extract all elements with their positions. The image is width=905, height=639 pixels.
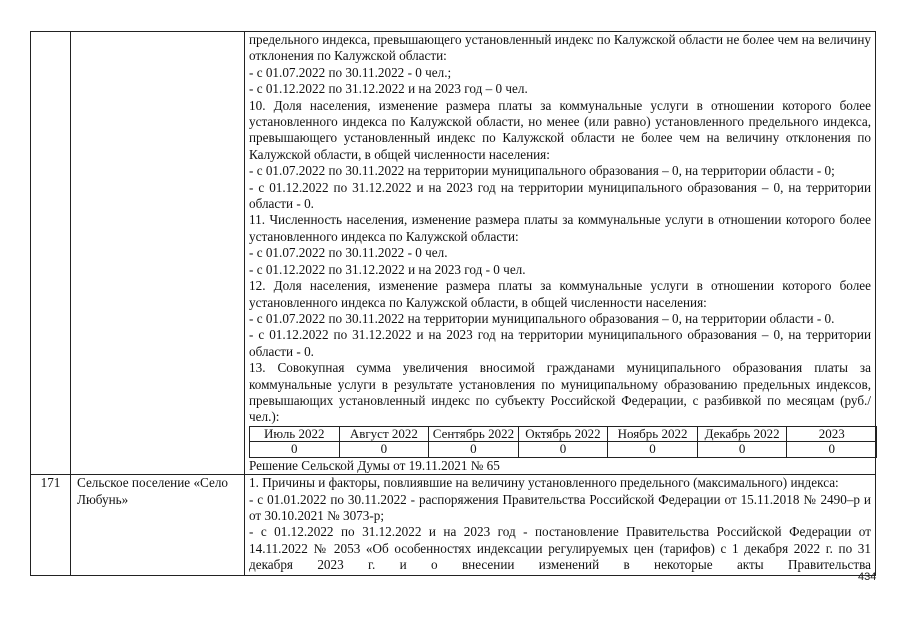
decision-reference: Решение Сельской Думы от 19.11.2021 № 65 [249,457,500,473]
name-cell [71,32,245,475]
number-cell [31,32,71,475]
month-header: Август 2022 [339,426,429,442]
paragraph: - с 01.01.2022 по 30.11.2022 - распоряжения Правительства Российской Федерации от 15.11.2018 № 2490–р и от 30.10.2021 № 3073-р; [249,491,871,523]
paragraph: 12. Доля населения, изменение размера платы за коммунальные услуги в отношении которого более установленного индекса по Калужской области, в общей численности населения: [249,278,871,310]
paragraph: предельного индекса, превышающего установленный индекс по Калужской области не более чем на величину отклонения по Калужской области: [249,32,871,64]
months-header-row [250,426,877,442]
document-table [30,31,876,576]
paragraph: - с 01.12.2022 по 31.12.2022 и на 2023 год – 0 чел. [249,81,528,97]
text-cell [245,32,876,475]
months-table [249,426,877,458]
month-value: 0 [787,442,877,458]
month-value: 0 [429,442,519,458]
month-header: Октябрь 2022 [518,426,608,442]
page-number: 434 [858,571,877,583]
paragraph: - с 01.07.2022 по 30.11.2022 на территории муниципального образования – 0, на территории области - 0. [249,310,835,326]
paragraph: - с 01.12.2022 по 31.12.2022 и на 2023 год - 0 чел. [249,261,526,277]
settlement-name: Сельское поселение «Село Любунь» [71,475,245,576]
month-value: 0 [608,442,698,458]
month-value: 0 [697,442,787,458]
month-header: 2023 [787,426,877,442]
paragraph: - с 01.12.2022 по 31.12.2022 и на 2023 год - постановление Правительства Российской Федерации от 14.11.2022 № 2053 «Об особенностях индексации регулируемых цен (тарифов) с 1 декабря 2022 г. по 31 декабря 2023 г. и о внесении изменений в некоторые акты Правительства [249,524,871,573]
paragraph: 1. Причины и факторы, повлиявшие на величину установленного предельного (максимального) индекса: [249,475,839,491]
month-value: 0 [250,442,340,458]
paragraph: - с 01.07.2022 по 30.11.2022 - 0 чел. [249,245,448,261]
paragraph: 13. Совокупная сумма увеличения вносимой гражданами муниципального образования платы за коммунальные услуги в результате установления по муниципальному образованию предельных индексов, превышающих установленный индекс по субъекту Российской Федерации, с разбивкой по месяцам (руб./чел.): [249,360,871,425]
month-value: 0 [339,442,429,458]
table-row [31,32,876,475]
paragraph: - с 01.12.2022 по 31.12.2022 и на 2023 год на территории муниципального образования – 0, на территории области - 0. [249,327,871,359]
month-header: Сентябрь 2022 [429,426,519,442]
text-cell [245,475,876,576]
paragraph: - с 01.07.2022 по 30.11.2022 - 0 чел.; [249,64,452,80]
month-header: Декабрь 2022 [697,426,787,442]
paragraph: 11. Численность населения, изменение размера платы за коммунальные услуги в отношении которого более установленного индекса по Калужской области: [249,212,871,244]
paragraph: 10. Доля населения, изменение размера платы за коммунальные услуги в отношении которого более установленного индекса по Калужской области, но менее (или равно) установленного предельного индекса, превышающего установленный индекс по Калужской области не более чем на величину отклонения по Калужской области, в общей численности населения: [249,97,871,162]
month-header: Июль 2022 [250,426,340,442]
month-value: 0 [518,442,608,458]
months-value-row [250,442,877,458]
table-row [31,475,876,576]
month-header: Ноябрь 2022 [608,426,698,442]
paragraph: - с 01.12.2022 по 31.12.2022 и на 2023 год на территории муниципального образования – 0, на территории области - 0. [249,179,871,212]
row-number: 171 [31,475,71,576]
paragraph: - с 01.07.2022 по 30.11.2022 на территории муниципального образования – 0, на территории области - 0; [249,163,835,179]
